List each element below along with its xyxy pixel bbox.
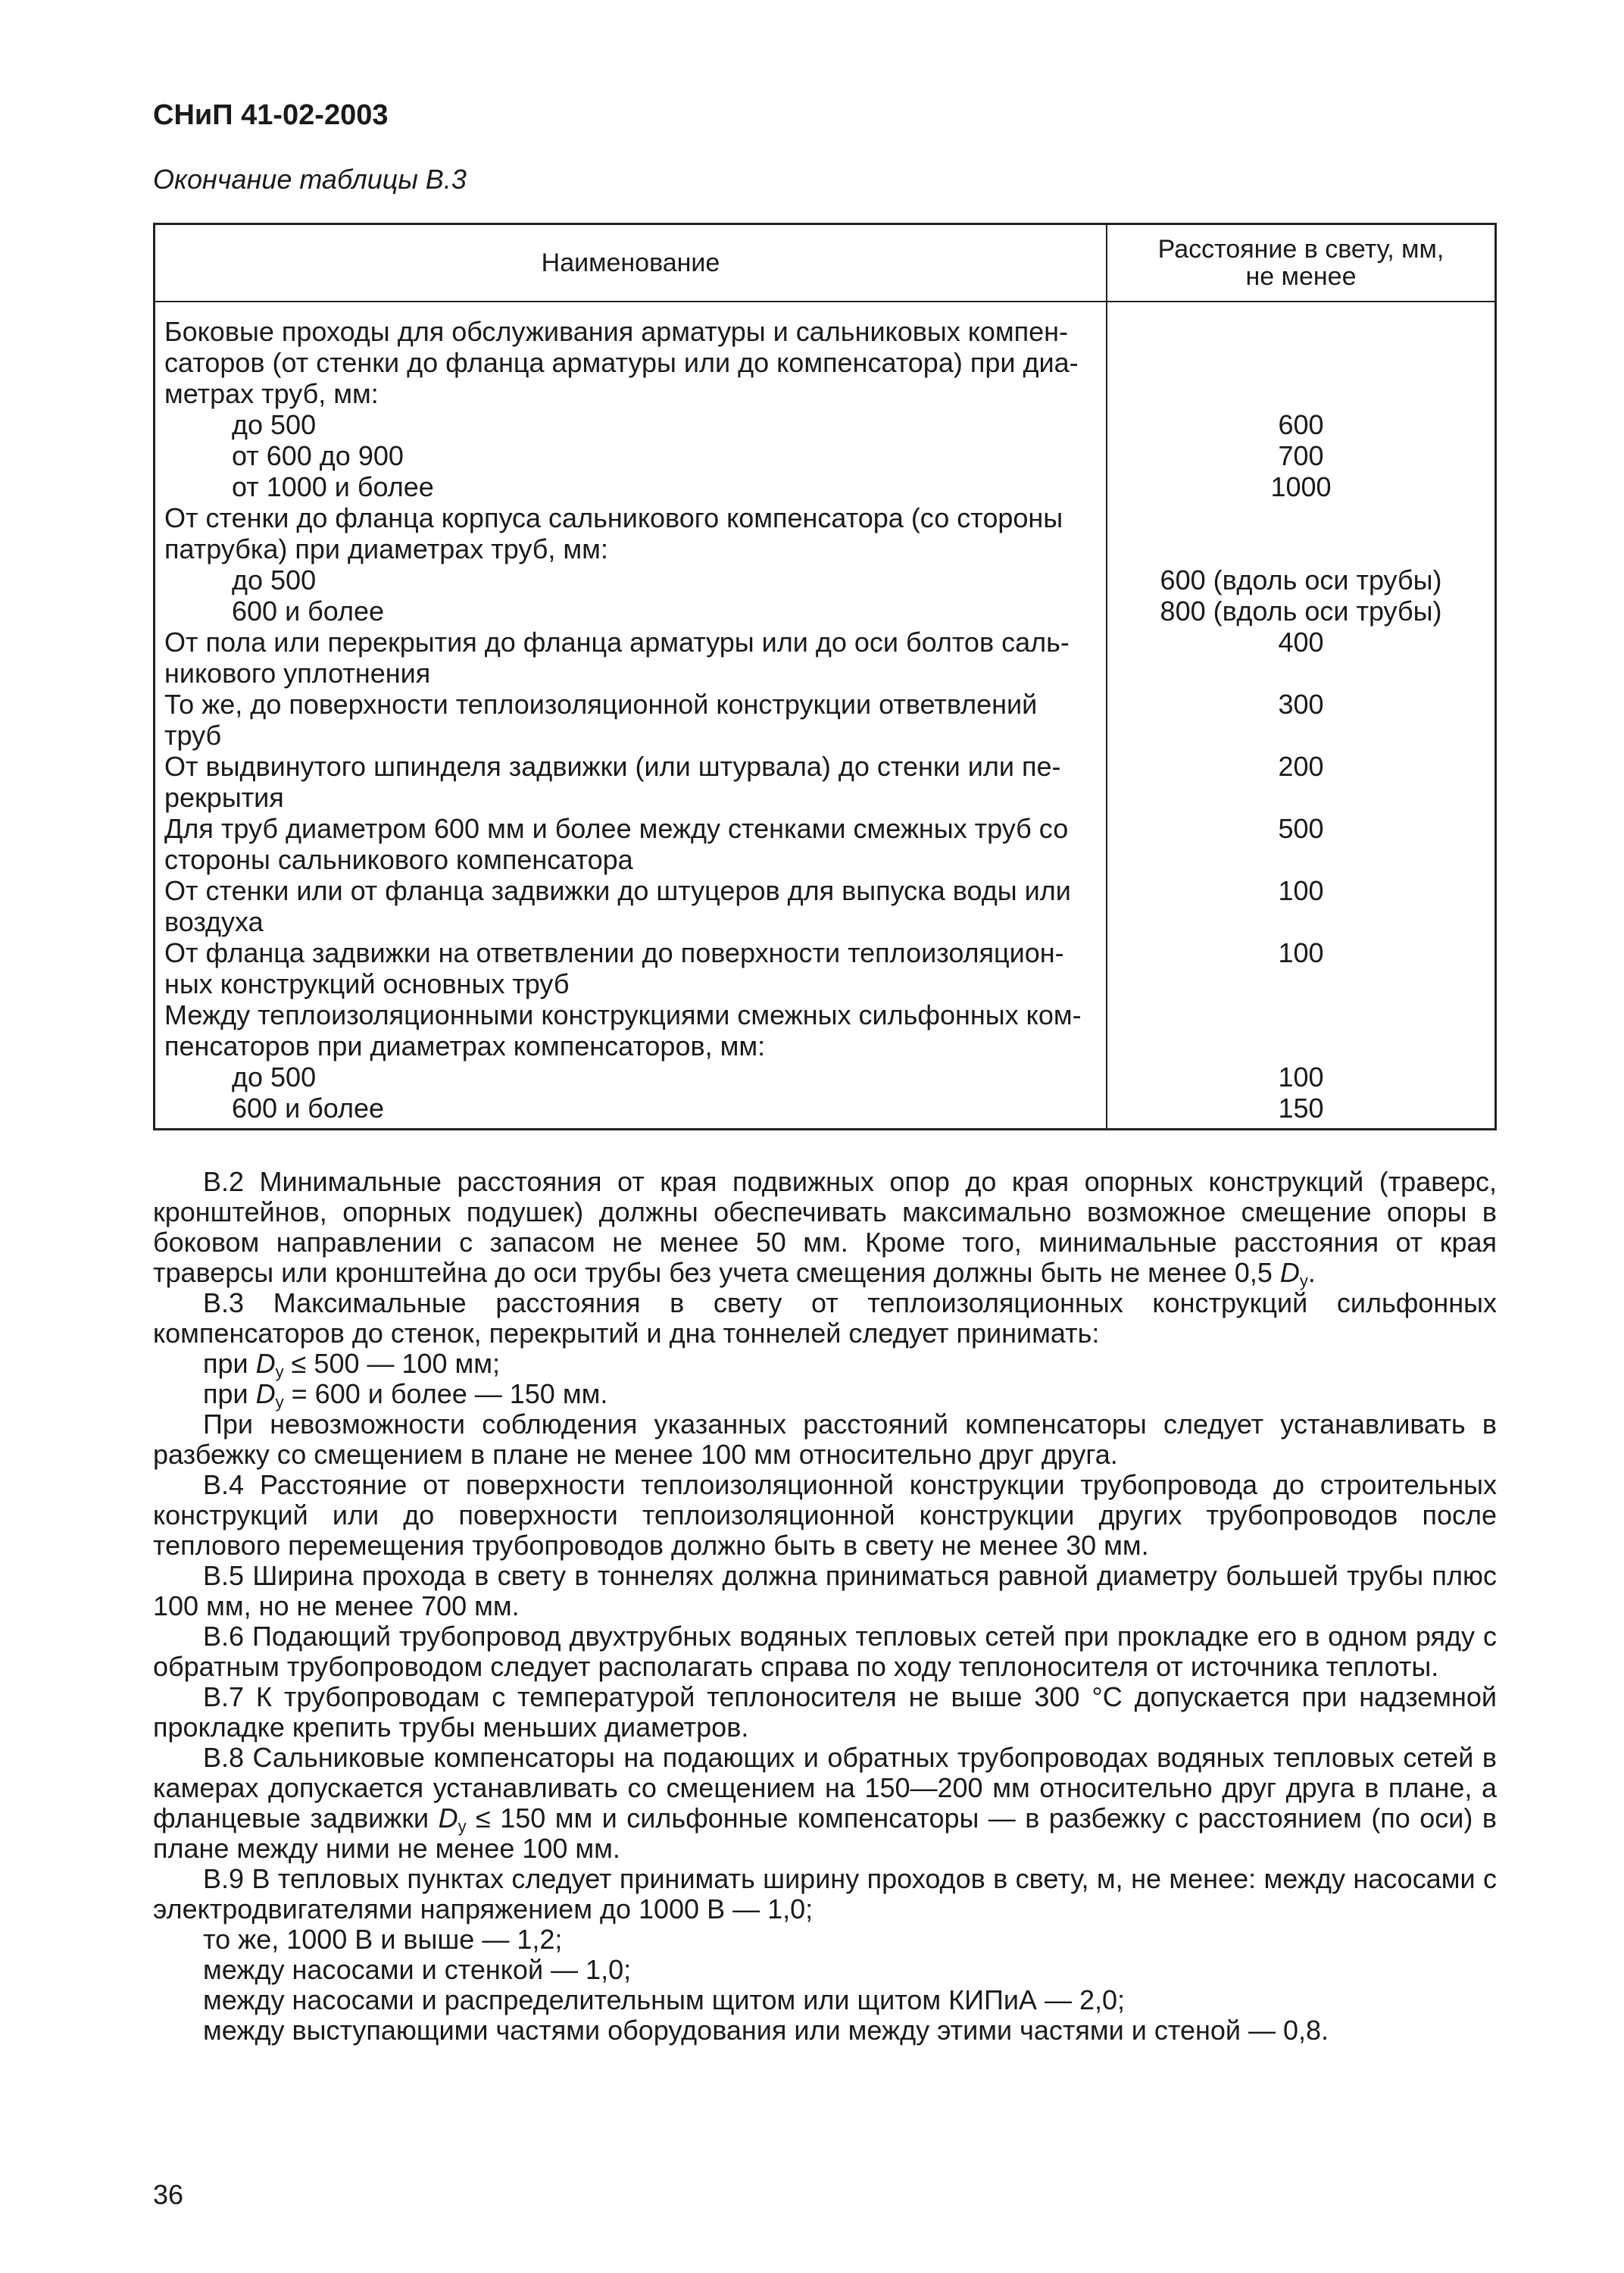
row-name: 600 и более bbox=[232, 596, 385, 627]
row-name: никового уплотнения bbox=[164, 658, 431, 689]
paragraph-b3-item bbox=[153, 1378, 1497, 1412]
row-value: 200 bbox=[1278, 751, 1324, 782]
header-distance-line-1: Расстояние в свету, мм, bbox=[1157, 235, 1444, 264]
row-name: От стенки до фланца корпуса сальникового компенсатора (со стороны bbox=[164, 502, 1063, 533]
row-name: пенсаторов при диаметрах компенсаторов, мм: bbox=[164, 1030, 766, 1061]
row-name: От фланца задвижки на ответвлении до поверхности теплоизоляцион- bbox=[164, 937, 1064, 968]
row-name: От стенки или от фланца задвижки до штуцеров для выпуска воды или bbox=[164, 875, 1071, 906]
paragraph-b9-item: между насосами и распределительным щитом или щитом КИПиА — 2,0; bbox=[203, 1984, 1125, 2015]
dy-symbol: D bbox=[438, 1802, 458, 1834]
row-name: саторов (от стенки до фланца арматуры или до компенсатора) при диа- bbox=[164, 347, 1079, 378]
paragraph-b8-text-a: В.8 Сальниковые компенсаторы на подающих и обратных трубопроводах водяных тепловых сетей в камерах допускается устанавливать со смещением на 150—200 мм относительно друг друга в плане, а фланцевые задвижки bbox=[153, 1742, 1497, 1834]
body-text bbox=[153, 1167, 1497, 2046]
row-value: 500 bbox=[1278, 813, 1324, 844]
paragraph-b4: В.4 Расстояние от поверхности теплоизоляционной конструкции трубопровода до строительных конструкций или до поверхности теплоизоляционной конструкции других трубопроводов после теплового перемещения трубопроводов должно быть в свету не менее 30 мм. bbox=[153, 1469, 1497, 1561]
paragraph-b2-text: В.2 Минимальные расстояния от края подвижных опор до края опорных конструкций (траверс, кронштейнов, опорных подушек) должны обеспечивать максимально возможное смещение опоры в боковом направлении с запасом не менее 50 мм. Кроме того, минимальные расстояния от края траверсы или кронштейна до оси трубы без учета смещения должны быть не менее 0,5 bbox=[153, 1166, 1497, 1288]
row-name: Между теплоизоляционными конструкциями смежных сильфонных ком- bbox=[164, 999, 1082, 1030]
paragraph-b8 bbox=[153, 1743, 1497, 1864]
paragraph-b7: В.7 К трубопроводам с температурой теплоносителя не выше 300 °С допускается при надземной прокладке крепить трубы меньших диаметров. bbox=[153, 1681, 1497, 1743]
page-number: 36 bbox=[153, 2179, 184, 2210]
header-name: Наименование bbox=[541, 248, 720, 277]
row-name: труб bbox=[164, 720, 222, 751]
row-name: до 500 bbox=[232, 409, 317, 440]
paragraph-b9-item: между выступающими частями оборудования или между этими частями и стеной — 0,8. bbox=[203, 2015, 1329, 2046]
clearance-table bbox=[153, 223, 1497, 1130]
document-code: СНиП 41-02-2003 bbox=[153, 99, 389, 131]
paragraph-b9: В.9 В тепловых пунктах следует принимать ширину проходов в свету, м, не менее: между насосами с электродвигателями напряжением до 1000 В — 1,0; bbox=[153, 1863, 1497, 1924]
paragraph-b2 bbox=[153, 1167, 1497, 1288]
paragraph-b5: В.5 Ширина прохода в свету в тоннелях должна приниматься равной диаметру большей трубы плюс 100 мм, но не менее 700 мм. bbox=[153, 1560, 1497, 1621]
pri-label: при bbox=[203, 1378, 248, 1409]
dy-subscript: у bbox=[458, 1817, 467, 1836]
header-distance-line-2: не менее bbox=[1245, 262, 1357, 291]
row-name: от 1000 и более bbox=[232, 471, 434, 502]
row-value: 800 (вдоль оси трубы) bbox=[1160, 596, 1442, 627]
paragraph-b8-text-b: ≤ 150 мм и сильфонные компенсаторы — в разбежку с расстоянием (по оси) в плане между ними не менее 100 мм. bbox=[153, 1802, 1497, 1864]
header-divider bbox=[155, 301, 1494, 302]
b3-item-b: = 600 и более — 150 мм. bbox=[291, 1378, 608, 1409]
row-name: Для труб диаметром 600 мм и более между стенками смежных труб со bbox=[164, 813, 1069, 844]
dy-symbol: D bbox=[255, 1348, 276, 1379]
row-name: до 500 bbox=[232, 564, 317, 596]
b3-item-a: ≤ 500 — 100 мм; bbox=[291, 1348, 501, 1379]
row-name: стороны сальникового компенсатора bbox=[164, 844, 633, 875]
paragraph-b6: В.6 Подающий трубопровод двухтрубных водяных тепловых сетей при прокладке его в одном ряду с обратным трубопроводом следует располагать справа по ходу теплоносителя от источника теплоты. bbox=[153, 1621, 1497, 1682]
row-value: 100 bbox=[1278, 1061, 1324, 1093]
row-value: 100 bbox=[1278, 875, 1324, 906]
column-divider bbox=[1106, 225, 1107, 1128]
row-value: 600 (вдоль оси трубы) bbox=[1160, 564, 1442, 596]
paragraph-b3-note: При невозможности соблюдения указанных расстояний компенсаторы следует устанавливать в разбежку со смещением в плане не менее 100 мм относительно друг друга. bbox=[153, 1409, 1497, 1470]
dy-symbol: D bbox=[255, 1378, 276, 1409]
header-distance bbox=[1107, 225, 1494, 301]
paragraph-b9-item: то же, 1000 В и выше — 1,2; bbox=[203, 1924, 563, 1955]
row-name: патрубка) при диаметрах труб, мм: bbox=[164, 533, 608, 564]
row-value: 400 bbox=[1278, 627, 1324, 658]
paragraph-b9-item: между насосами и стенкой — 1,0; bbox=[203, 1954, 632, 1985]
row-name: от 600 до 900 bbox=[232, 440, 404, 471]
dy-symbol: D bbox=[1279, 1257, 1300, 1288]
row-name: до 500 bbox=[232, 1061, 317, 1093]
period: . bbox=[1307, 1257, 1316, 1288]
row-value: 700 bbox=[1278, 440, 1324, 471]
row-name: ных конструкций основных труб bbox=[164, 968, 570, 999]
row-name: 600 и более bbox=[232, 1093, 385, 1124]
pri-label: при bbox=[203, 1348, 248, 1379]
row-name: От пола или перекрытия до фланца арматуры или до оси болтов саль- bbox=[164, 627, 1070, 658]
dy-subscript: у bbox=[275, 1393, 284, 1412]
paragraph-b3-item bbox=[153, 1349, 1497, 1379]
row-name: То же, до поверхности теплоизоляционной конструкции ответвлений bbox=[164, 689, 1038, 720]
row-value: 1000 bbox=[1270, 471, 1332, 502]
row-value: 150 bbox=[1278, 1093, 1324, 1124]
row-name: От выдвинутого шпинделя задвижки (или штурвала) до стенки или пе- bbox=[164, 751, 1061, 782]
row-name: воздуха bbox=[164, 906, 264, 937]
paragraph-b3: В.3 Максимальные расстояния в свету от теплоизоляционных конструкций сильфонных компенсаторов до стенок, перекрытий и дна тоннелей следует принимать: bbox=[153, 1287, 1497, 1349]
row-name: метрах труб, мм: bbox=[164, 378, 379, 409]
row-value: 600 bbox=[1278, 409, 1324, 440]
dy-subscript: у bbox=[1299, 1271, 1308, 1290]
row-name: Боковые проходы для обслуживания арматуры и сальниковых компен- bbox=[164, 316, 1069, 347]
row-value: 100 bbox=[1278, 937, 1324, 968]
row-name: рекрытия bbox=[164, 782, 284, 813]
table-caption: Окончание таблицы В.3 bbox=[153, 164, 467, 195]
row-value: 300 bbox=[1278, 689, 1324, 720]
dy-subscript: у bbox=[275, 1362, 284, 1381]
